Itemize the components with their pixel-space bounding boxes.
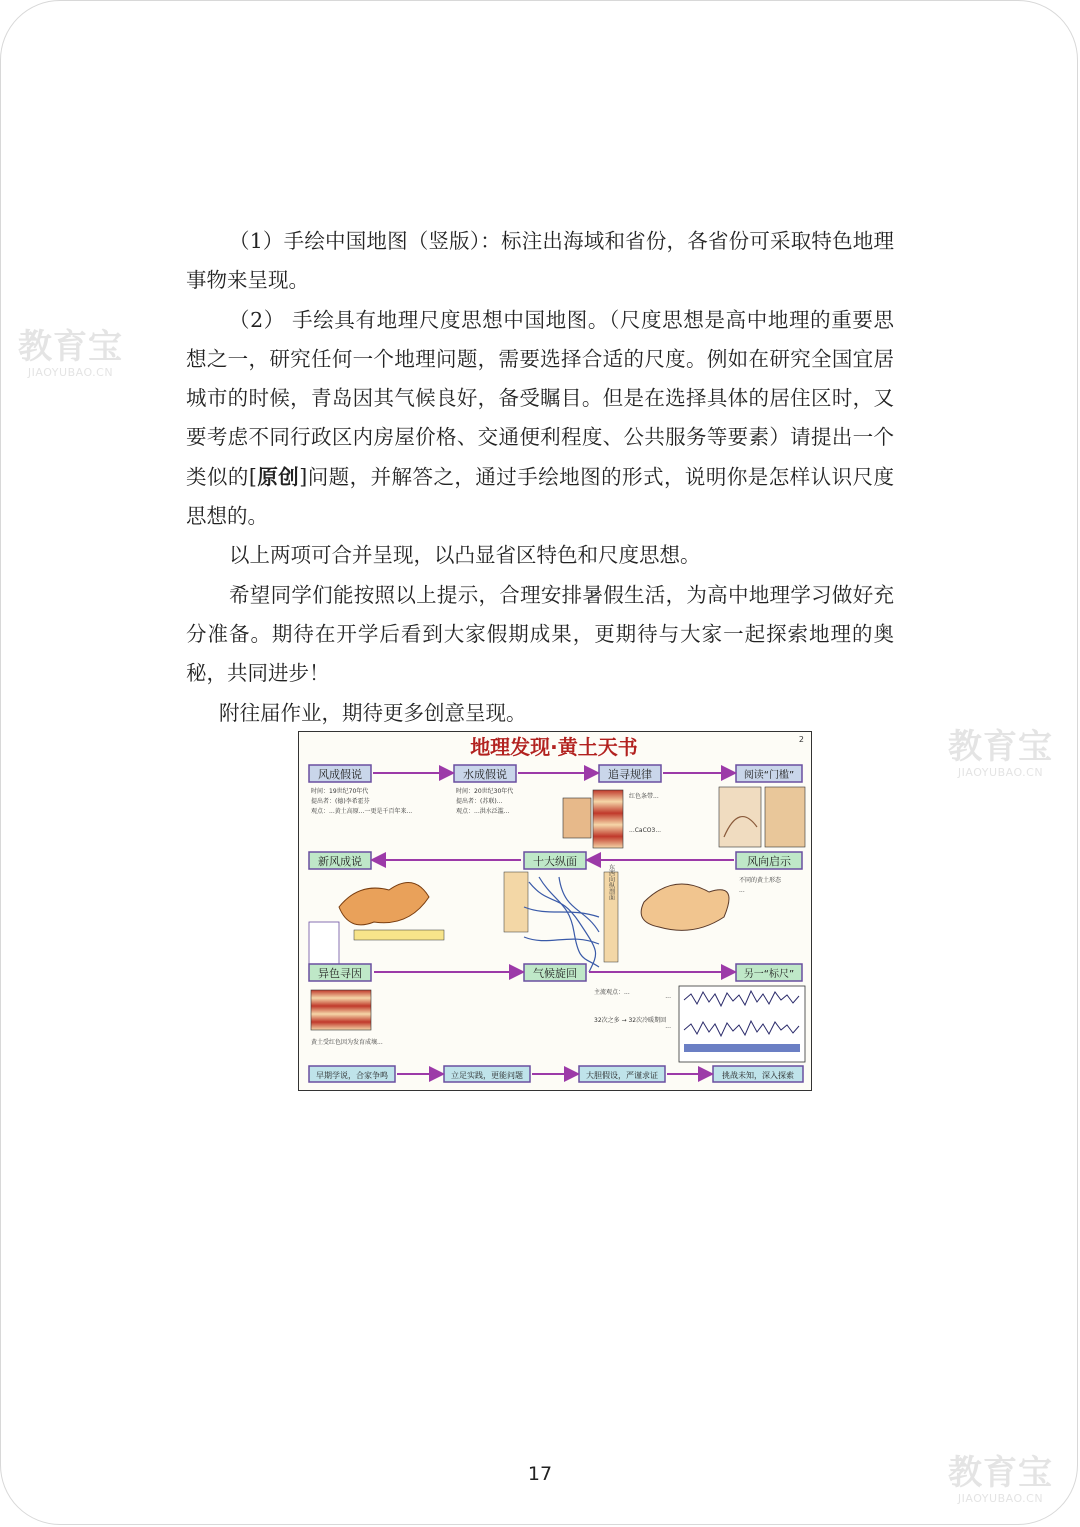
note-line: ... [665,1023,671,1030]
watermark-logo [948,727,1053,779]
example-poster-image [298,731,812,1091]
wind-direction-map-drawing [641,884,729,930]
box-label: 阅读“门槛” [743,770,795,781]
keyword-original: 原创 [256,464,300,489]
box-label: 立足实践，更能问题 [451,1071,523,1080]
box-practice [444,1066,530,1082]
notes-wind-hypothesis [311,787,412,815]
box-label: 十大纵面 [533,855,577,868]
box-water-hypothesis [454,765,516,782]
poster-corner-mark: 2 [798,735,804,744]
box-label: 另一“标尺” [743,969,795,980]
box-label: 风成假说 [318,768,362,781]
box-climate-cycle [524,964,586,981]
strata-column-drawing [593,790,623,848]
watermark-en: JIAOYUBAO.CN [957,766,1044,779]
box-label: 气候旋回 [533,967,577,980]
soil-layers-drawing [311,990,371,1030]
notes-wind-direction [739,876,782,894]
note-line: ...CaCO3... [629,827,662,834]
note-line: ... [665,993,671,1000]
note-line: 红色条带... [629,793,659,800]
watermark-en: JIAOYUBAO.CN [957,1492,1044,1505]
note-line: 主流观点：... [594,989,630,996]
box-label: 早期学说，合家争鸣 [316,1071,388,1080]
paragraph-1: （1）手绘中国地图（竖版）：标注出海域和省份，各省份可采取特色地理事物来呈现。 [186,229,894,293]
box-color-reason [309,964,371,981]
body-text [186,222,894,733]
box-early-theories [309,1066,395,1082]
note-line: 提出者：(苏联)... [456,798,503,805]
box-wind-direction [736,852,802,869]
note-line: 时间：20世纪30年代 [456,788,514,795]
caption-strip [354,930,444,940]
box-hypothesis [579,1066,665,1082]
cross-section-lines-drawing [524,877,599,972]
note-line: 提出者：(德)李希霍芬 [311,798,370,805]
paragraph-2-text: （2） 手绘具有地理尺度思想中国地图。（尺度思想是高中地理的重要思想之一，研究任何一个地理问题，需要选择合适的尺度。例如在研究全国宜居城市的时候，青岛因其气候良好，备受瞩目。但是在选择具体的居住区时，又要考虑不同行政区内房屋价格、交通便利程度、公共服务等要素）请提出一个类似的[ [186,307,894,489]
box-label: 异色寻因 [318,967,362,980]
paragraph-5: 附往届作业，期待更多创意呈现。 [219,700,527,725]
section-label: 东西向纵剖面 [607,864,615,900]
note-line: 观点：...黄土高原...一更是千百年来... [311,808,413,815]
note-line: ... [739,887,745,894]
box-label: 风向启示 [747,855,791,868]
note-line: 不同的黄土形态 [739,877,782,884]
box-new-wind [309,852,371,869]
box-label: 大胆假设，严谨求证 [586,1071,658,1080]
note-line: 时间：19世纪70年代 [311,788,369,795]
box-label: 挑战未知，深入探索 [722,1071,794,1080]
watermark-en: JIAOYUBAO.CN [27,366,114,379]
box-label: 追寻规律 [608,768,652,781]
threshold-sketch [765,787,805,847]
box-label: 水成假说 [463,768,507,781]
paragraph-4: 希望同学们能按照以上提示，合理安排暑假生活，为高中地理学习做好充分准备。期待在开学后看到大家假期成果，更期待与大家一起探索地理的奥秘，共同进步！ [186,582,894,686]
paragraph-2-text-end: ]问题，并解答之，通过手绘地图的形式，说明你是怎样认识尺度思想的。 [186,464,895,529]
legend-box [309,922,339,964]
page-number: 17 [527,1463,553,1485]
watermark-cn: 教育宝 [948,727,1053,767]
box-threshold [736,765,802,782]
paragraph-3: 以上两项可合并呈现，以凸显省区特色和尺度思想。 [229,543,701,568]
notes-climate-cycle [594,988,666,1024]
note-line: 黄土受红色因为发育成壤... [311,1039,383,1046]
watermark-logo [18,327,123,379]
note-strip [504,872,528,932]
poster-drawing [299,732,810,1089]
note-line: 观点：...洪水泛滥... [456,808,510,815]
notes-another-scale [665,993,671,1030]
watermark-cn: 教育宝 [18,327,123,367]
box-ten-sections [524,852,586,869]
strata-legend-drawing [563,798,591,838]
note-line: 32次之多 → 32次冷暖期回 [594,1017,667,1024]
notes-water-hypothesis [456,787,513,815]
box-pattern [599,765,661,782]
box-wind-hypothesis [309,765,371,782]
poster-title: 地理发现·黄土天书 [470,735,638,759]
loess-plateau-map-drawing [339,882,429,924]
box-challenge [713,1066,803,1082]
watermark-cn: 教育宝 [948,1453,1053,1493]
box-another-scale [736,964,802,981]
curve-band [684,1044,800,1052]
notes-pattern [629,792,661,834]
paragraph-2 [186,301,894,537]
box-label: 新风成说 [318,855,362,868]
